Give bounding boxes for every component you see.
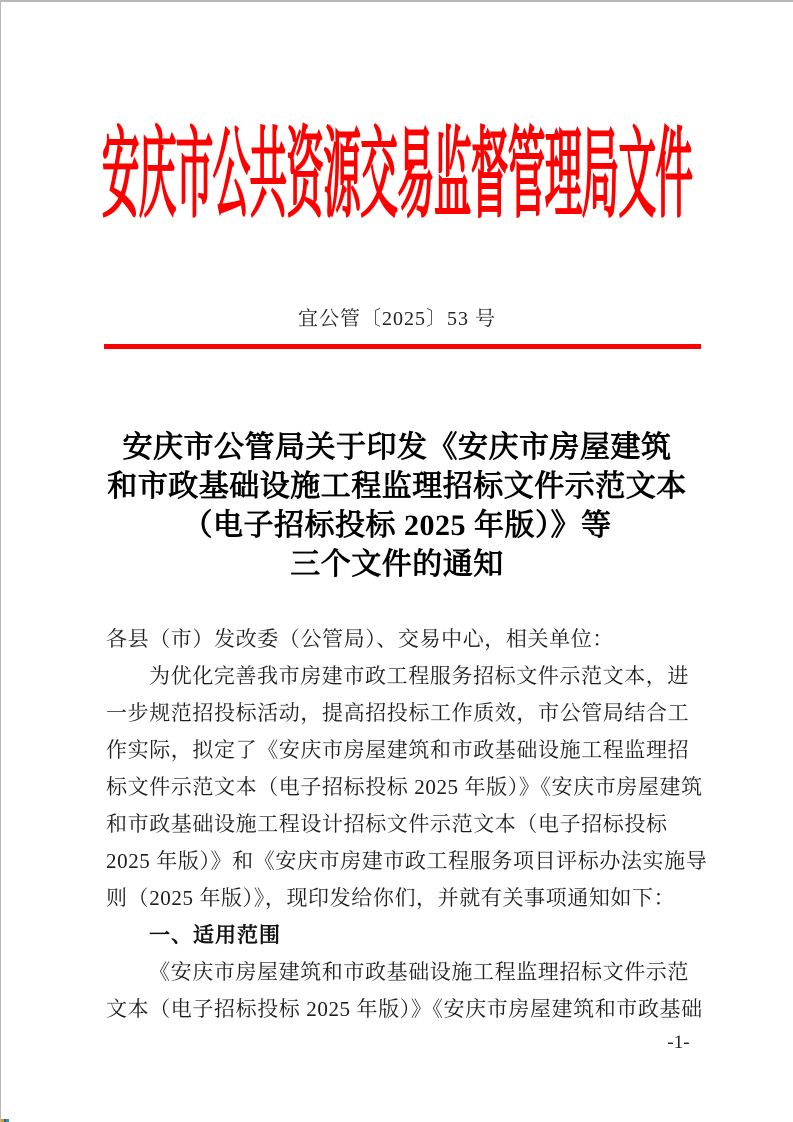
title-line: 安庆市公管局关于印发《安庆市房屋建筑	[122, 431, 672, 464]
document-number: 宜公管〔2025〕53 号	[298, 308, 496, 330]
section-heading: 一、适用范围	[149, 924, 281, 947]
body-line: 作实际，拟定了《安庆市房屋建筑和市政基础设施工程监理招	[106, 738, 690, 762]
title-line: （电子招标投标 2025 年版）》等	[182, 509, 612, 542]
document-body	[106, 621, 706, 1028]
salutation-line: 各县（市）发改委（公管局）、交易中心，相关单位：	[106, 627, 614, 651]
body-line: 则（2025 年版）》，现印发给你们，并就有关事项通知如下：	[106, 886, 676, 910]
body-line: 标文件示范文本（电子招标投标 2025 年版）》《安庆市房屋建筑	[106, 775, 703, 799]
page-number: -1-	[667, 1032, 690, 1053]
agency-name-text: 安庆市公共资源交易监督管理局文件	[101, 123, 693, 232]
red-divider-line	[104, 344, 701, 349]
body-line: 一步规范招投标活动，提高招投标工作质效，市公管局结合工	[106, 701, 690, 725]
body-line: 和市政基础设施工程设计招标文件示范文本（电子招标投标	[106, 812, 668, 836]
body-line: 文本（电子招标投标 2025 年版）》《安庆市房屋建筑和市政基础	[106, 997, 703, 1021]
title-line: 三个文件的通知	[290, 548, 504, 581]
body-line: 《安庆市房屋建筑和市政基础设施工程监理招标文件示范	[149, 960, 689, 984]
body-line: 2025 年版）》和《安庆市房建市政工程服务项目评标办法实施导	[106, 849, 708, 873]
title-line: 和市政基础设施工程监理招标文件示范文本	[107, 470, 687, 503]
red-letterhead	[1, 112, 793, 232]
body-line: 为优化完善我市房建市政工程服务招标文件示范文本，进	[149, 664, 689, 688]
document-title	[1, 428, 793, 584]
